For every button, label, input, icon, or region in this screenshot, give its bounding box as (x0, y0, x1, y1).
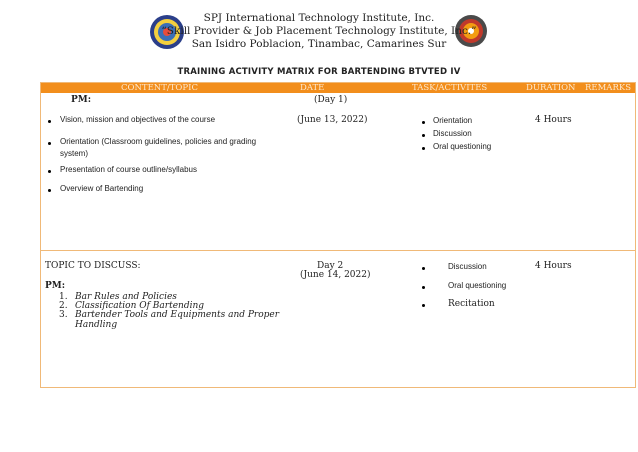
col-header-tasks: TASK/ACTIVITES (412, 83, 488, 93)
document-title: TRAINING ACTIVITY MATRIX FOR BARTENDING BTVTED IV (177, 67, 461, 77)
row2-num-2: 2. (59, 301, 68, 311)
row2-num-1: 1. (59, 292, 68, 302)
col-header-remarks: REMARKS (585, 83, 632, 93)
row1-task-3: Oral questioning (433, 142, 492, 151)
row2-task-2: Oral questioning (448, 281, 507, 290)
table-header-row (41, 83, 635, 93)
bullet (48, 189, 51, 192)
bullet (422, 304, 425, 307)
row1-session: PM: (71, 95, 92, 105)
institute-tagline: “Skill Provider & Job Placement Technology Institute, Inc.” (161, 25, 477, 37)
row2-topic-3-cont: Handling (75, 320, 118, 330)
row1-topic-2: Orientation (Classroom guidelines, policies and grading (60, 137, 257, 146)
letterhead (0, 12, 638, 51)
row2-task-3: Recitation (448, 299, 495, 309)
bullet (422, 286, 425, 289)
bullet (422, 267, 425, 270)
institute-address: San Isidro Poblacion, Tinambac, Camarines Sur (191, 38, 447, 50)
col-header-date: DATE (300, 83, 325, 93)
row2-duration: 4 Hours (535, 261, 572, 271)
bullet (422, 147, 425, 150)
bullet (48, 170, 51, 173)
row1-date: (June 13, 2022) (297, 115, 368, 125)
institute-name: SPJ International Technology Institute, Inc. (203, 12, 435, 24)
row2-topic-2: Classification Of Bartending (75, 301, 205, 311)
bullet (422, 121, 425, 124)
row2-session: PM: (45, 281, 66, 291)
bullet (48, 120, 51, 123)
row2-topic-3: Bartender Tools and Equipments and Proper (75, 310, 280, 320)
row1-task-1: Orientation (433, 116, 473, 125)
col-header-content-topic: CONTENT/TOPIC (121, 83, 198, 93)
row1-day: (Day 1) (314, 95, 348, 105)
row2-day: Day 2 (317, 261, 344, 271)
bullet (422, 134, 425, 137)
row1-topic-4: Overview of Bartending (60, 184, 144, 193)
row1-topic-2-cont: system) (60, 149, 88, 158)
row2-topic-1: Bar Rules and Policies (75, 292, 177, 302)
row2-task-1: Discussion (448, 262, 487, 271)
row1-task-2: Discussion (433, 129, 472, 138)
activity-matrix-table (40, 82, 636, 388)
row1-topic-1: Vision, mission and objectives of the course (60, 115, 216, 124)
row2-topic-heading: TOPIC TO DISCUSS: (45, 261, 141, 271)
bullet (48, 142, 51, 145)
col-header-duration: DURATION (526, 83, 576, 93)
row1-topic-3: Presentation of course outline/syllabus (60, 165, 197, 174)
row1-duration: 4 Hours (535, 115, 572, 125)
row-divider (41, 250, 635, 251)
row2-num-3: 3. (59, 310, 68, 320)
row2-date: (June 14, 2022) (300, 270, 371, 280)
